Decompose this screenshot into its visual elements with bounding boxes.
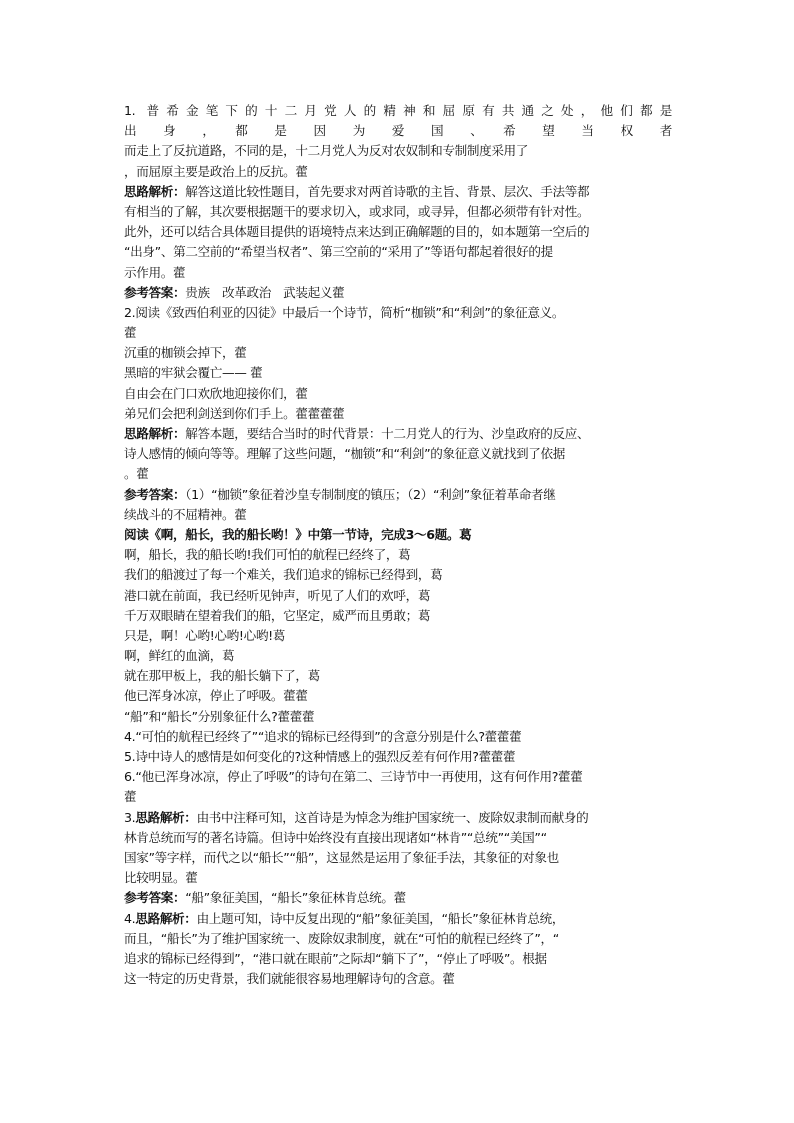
- line-text: 藿: [124, 325, 137, 341]
- line-text: 贵族 改革政治 武装起义藿: [185, 284, 345, 300]
- line-text: （1）“枷锁”象征着沙皇专制制度的镇压；（2）“利剑”象征着革命者继: [185, 486, 556, 502]
- line-text: ，而屈原主要是政治上的反抗。藿: [124, 163, 308, 179]
- text-line: [124, 202, 672, 222]
- text-line: [124, 565, 672, 585]
- text-line: [124, 606, 672, 626]
- line-text: “船”和“船长”分别象征什么?藿藿藿: [124, 708, 315, 724]
- line-text: 就在那甲板上，我的船长躺下了，葛: [124, 668, 320, 684]
- text-line: [124, 424, 672, 444]
- line-text: 啊，船长，我的船长哟!我们可怕的航程已经终了，葛: [124, 547, 411, 563]
- text-line: [124, 283, 672, 303]
- text-line: [124, 384, 672, 404]
- line-text: 续战斗的不屈精神。藿: [124, 506, 247, 522]
- text-line: [124, 505, 672, 525]
- text-line: [124, 787, 672, 807]
- line-text: 诗人感情的倾向等等。理解了这些问题，“枷锁”和“利剑”的象征意义就找到了依据: [124, 446, 565, 462]
- text-line: [124, 485, 672, 505]
- line-text: 而且，“船长”为了维护国家统一、废除奴隶制度，就在“可怕的航程已经终了”，“: [124, 930, 559, 946]
- text-line: [124, 747, 672, 767]
- line-text: 1. 普希金笔下的十二月党人的精神和屈原有共通之处，他们都是: [124, 103, 672, 118]
- text-line: [124, 969, 672, 989]
- line-text: “出身”、第二空前的“希望当权者”、第三空前的“采用了”等语句都起着很好的提: [124, 244, 553, 260]
- line-text: 出 身 ， 都 是 因 为 爱 国 、 希 望 当 权 者: [124, 123, 672, 139]
- text-line: [124, 727, 672, 747]
- line-text: 沉重的枷锁会掉下，藿: [124, 345, 247, 361]
- text-line: [124, 121, 672, 141]
- line-text: 追求的锦标已经得到”，“港口就在眼前”之际却“躺下了”，“停止了呼吸”。根据: [124, 950, 547, 966]
- line-text: 由上题可知，诗中反复出现的“船”象征美国，“船长”象征林肯总统，: [196, 910, 565, 926]
- line-text: 他已浑身冰凉，停止了呼吸。藿藿: [124, 688, 308, 704]
- line-text: 只是，啊！心哟!心哟!心哟!葛: [124, 627, 286, 643]
- text-line: [124, 868, 672, 888]
- bold-label: 参考答案：: [124, 486, 186, 502]
- text-line: [124, 707, 672, 727]
- bold-label: 思路解析：: [135, 809, 197, 825]
- line-text: “船”象征美国，“船长”象征林肯总统。藿: [185, 890, 406, 906]
- text-line: [124, 222, 672, 242]
- text-line: [124, 303, 672, 323]
- line-text: 啊，鲜红的血滴，葛: [124, 648, 235, 664]
- line-text: 。藿: [124, 466, 149, 482]
- text-line: [124, 909, 672, 929]
- bold-label: 思路解析：: [135, 910, 197, 926]
- item-number: 4.: [124, 910, 136, 926]
- text-line: [124, 263, 672, 283]
- text-line: [124, 343, 672, 363]
- text-line: [124, 666, 672, 686]
- line-text: 弟兄们会把利剑送到你们手上。藿藿藿藿: [124, 405, 345, 421]
- line-text: 5.诗中诗人的感情是如何变化的?这种情感上的强烈反差有何作用?藿藿藿: [124, 749, 516, 764]
- bold-label: 参考答案：: [124, 890, 186, 906]
- text-line: [124, 464, 672, 484]
- line-text: 解答这道比较性题目，首先要求对两首诗歌的主旨、背景、层次、手法等都: [185, 183, 590, 199]
- text-line: [124, 101, 672, 121]
- text-line: [124, 363, 672, 383]
- line-text: 此外，还可以结合具体题目提供的语境特点来达到正确解题的目的，如本题第一空后的: [124, 224, 590, 240]
- text-line: [124, 767, 672, 787]
- line-text: 千万双眼睛在望着我们的船，它坚定，威严而且勇敢；葛: [124, 607, 431, 623]
- document-page: [124, 101, 672, 989]
- line-text: 我们的船渡过了每一个难关，我们追求的锦标已经得到，葛: [124, 567, 443, 583]
- text-line: [124, 444, 672, 464]
- text-line: [124, 626, 672, 646]
- text-line: [124, 242, 672, 262]
- text-line: [124, 182, 672, 202]
- text-line: [124, 686, 672, 706]
- line-text: 这一特定的历史背景，我们就能很容易地理解诗句的含意。藿: [124, 971, 455, 987]
- line-text: 而走上了反抗道路，不同的是，十二月党人为反对农奴制和专制制度采用了: [124, 143, 529, 159]
- bold-label: 思路解析：: [124, 426, 186, 441]
- text-line: [124, 586, 672, 606]
- text-line: [124, 162, 672, 182]
- text-line: [124, 929, 672, 949]
- text-line: [124, 949, 672, 969]
- bold-label: 参考答案：: [124, 284, 186, 300]
- line-text: 黑暗的牢狱会覆亡—— 藿: [124, 365, 263, 381]
- text-line: [124, 888, 672, 908]
- item-number: 3.: [124, 809, 136, 825]
- bold-label: 思路解析：: [124, 183, 186, 199]
- text-line: [124, 141, 672, 161]
- text-line: [124, 646, 672, 666]
- line-text: 自由会在门口欢欣地迎接你们，藿: [124, 385, 308, 401]
- line-text: 示作用。藿: [124, 264, 186, 280]
- line-text: 有相当的了解，其次要根据题干的要求切入，或求同，或寻异，但都必须带有针对性。: [124, 203, 590, 219]
- line-text: 解答本题，要结合当时的时代背景：十二月党人的行为、沙皇政府的反应、: [185, 426, 590, 441]
- text-line: [124, 545, 672, 565]
- line-text: 由书中注释可知，这首诗是为悼念为维护国家统一、废除奴隶制而献身的: [196, 809, 589, 825]
- text-line: [124, 828, 672, 848]
- line-text: 2.阅读《致西伯利亚的囚徒》中最后一个诗节，简析“枷锁”和“利剑”的象征意义。: [124, 304, 565, 320]
- text-line: [124, 525, 672, 545]
- line-text: 国家”等字样，而代之以“船长”“船”，这显然是运用了象征手法，其象征的对象也: [124, 849, 559, 865]
- line-text: 港口就在前面，我已经听见钟声，听见了人们的欢呼，葛: [124, 587, 431, 603]
- line-text: 6.“他已浑身冰凉，停止了呼吸”的诗句在第二、三诗节中一再使用，这有何作用?藿藿: [124, 769, 583, 785]
- line-text: 4.“可怕的航程已经终了”“追求的锦标已经得到”的含意分别是什么?藿藿藿: [124, 728, 522, 744]
- text-line: [124, 323, 672, 343]
- text-line: [124, 404, 672, 424]
- bold-label: 阅读《啊，船长，我的船长哟！》中第一节诗，完成3～6题。葛: [124, 526, 472, 542]
- text-line: [124, 808, 672, 828]
- line-text: 比较明显。藿: [124, 870, 198, 886]
- line-text: 藿: [124, 789, 137, 805]
- text-line: [124, 848, 672, 868]
- line-text: 林肯总统而写的著名诗篇。但诗中始终没有直接出现诸如“林肯”“总统”“美国”“: [124, 829, 547, 845]
- document-body: [124, 101, 672, 989]
